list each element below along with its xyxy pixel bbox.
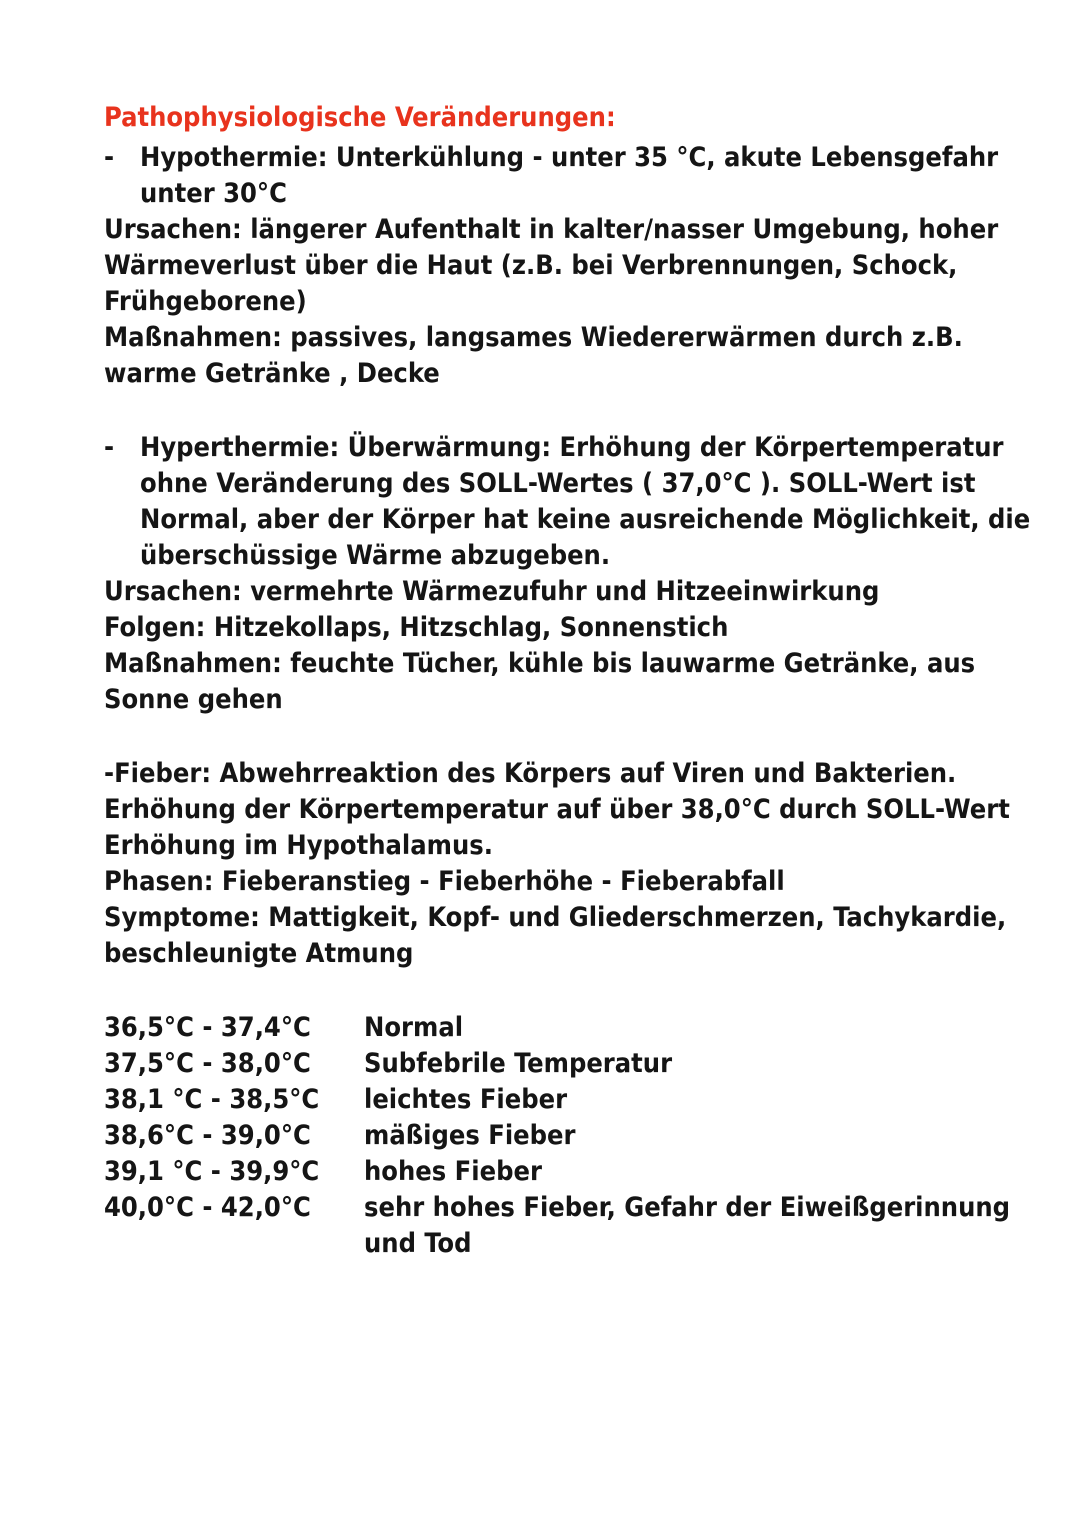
hypothermia-line-1	[104, 140, 998, 176]
temperature-label: Normal	[364, 1012, 464, 1043]
hyperthermia-line-3: Normal, aber der Körper hat keine ausreichende Möglichkeit, die	[140, 504, 1031, 535]
hyperthermia-measures-2: Sonne gehen	[104, 684, 283, 715]
fever-phases: Phasen: Fieberanstieg - Fieberhöhe - Fieberabfall	[104, 866, 785, 897]
hypothermia-measures-2: warme Getränke , Decke	[104, 358, 440, 389]
hypothermia-definition: Hypothermie: Unterkühlung - unter 35 °C, akute Lebensgefahr	[140, 142, 999, 173]
temperature-range: 36,5°C - 37,4°C	[104, 1012, 311, 1043]
fever-line-1: -Fieber: Abwehrreaktion des Körpers auf Viren und Bakterien.	[104, 758, 957, 789]
temperature-label-continuation: und Tod	[364, 1228, 472, 1259]
hyperthermia-line-1	[104, 430, 1004, 466]
temperature-label: leichtes Fieber	[364, 1084, 568, 1115]
bullet-dash: -	[104, 142, 115, 173]
hypothermia-causes-1: Ursachen: längerer Aufenthalt in kalter/nasser Umgebung, hoher	[104, 214, 999, 245]
hypothermia-measures-1: Maßnahmen: passives, langsames Wiedererwärmen durch z.B.	[104, 322, 963, 353]
fever-line-2: Erhöhung der Körpertemperatur auf über 38,0°C durch SOLL-Wert	[104, 794, 1010, 825]
fever-line-3: Erhöhung im Hypothalamus.	[104, 830, 493, 861]
hyperthermia-definition: Hyperthermie: Überwärmung: Erhöhung der Körpertemperatur	[140, 432, 1004, 463]
temperature-label: Subfebrile Temperatur	[364, 1048, 673, 1079]
fever-symptoms-2: beschleunigte Atmung	[104, 938, 414, 969]
hyperthermia-line-2: ohne Veränderung des SOLL-Wertes ( 37,0°C ). SOLL-Wert ist	[140, 468, 976, 499]
hyperthermia-consequences: Folgen: Hitzekollaps, Hitzschlag, Sonnenstich	[104, 612, 729, 643]
temperature-range: 39,1 °C - 39,9°C	[104, 1156, 320, 1187]
temperature-range: 38,1 °C - 38,5°C	[104, 1084, 320, 1115]
temperature-range: 37,5°C - 38,0°C	[104, 1048, 311, 1079]
hypothermia-causes-3: Frühgeborene)	[104, 286, 307, 317]
temperature-range: 38,6°C - 39,0°C	[104, 1120, 311, 1151]
bullet-dash: -	[104, 432, 115, 463]
temperature-range: 40,0°C - 42,0°C	[104, 1192, 311, 1223]
hyperthermia-measures-1: Maßnahmen: feuchte Tücher, kühle bis lauwarme Getränke, aus	[104, 648, 976, 679]
hyperthermia-line-4: überschüssige Wärme abzugeben.	[140, 540, 611, 571]
temperature-label: mäßiges Fieber	[364, 1120, 576, 1151]
temperature-label: hohes Fieber	[364, 1156, 542, 1187]
fever-symptoms-1: Symptome: Mattigkeit, Kopf- und Gliederschmerzen, Tachykardie,	[104, 902, 1007, 933]
hyperthermia-causes: Ursachen: vermehrte Wärmezufuhr und Hitzeeinwirkung	[104, 576, 880, 607]
hypothermia-causes-2: Wärmeverlust über die Haut (z.B. bei Verbrennungen, Schock,	[104, 250, 958, 281]
temperature-label: sehr hohes Fieber, Gefahr der Eiweißgerinnung	[364, 1192, 1011, 1223]
hypothermia-line-2: unter 30°C	[140, 178, 287, 209]
page-title: Pathophysiologische Veränderungen:	[104, 102, 616, 133]
